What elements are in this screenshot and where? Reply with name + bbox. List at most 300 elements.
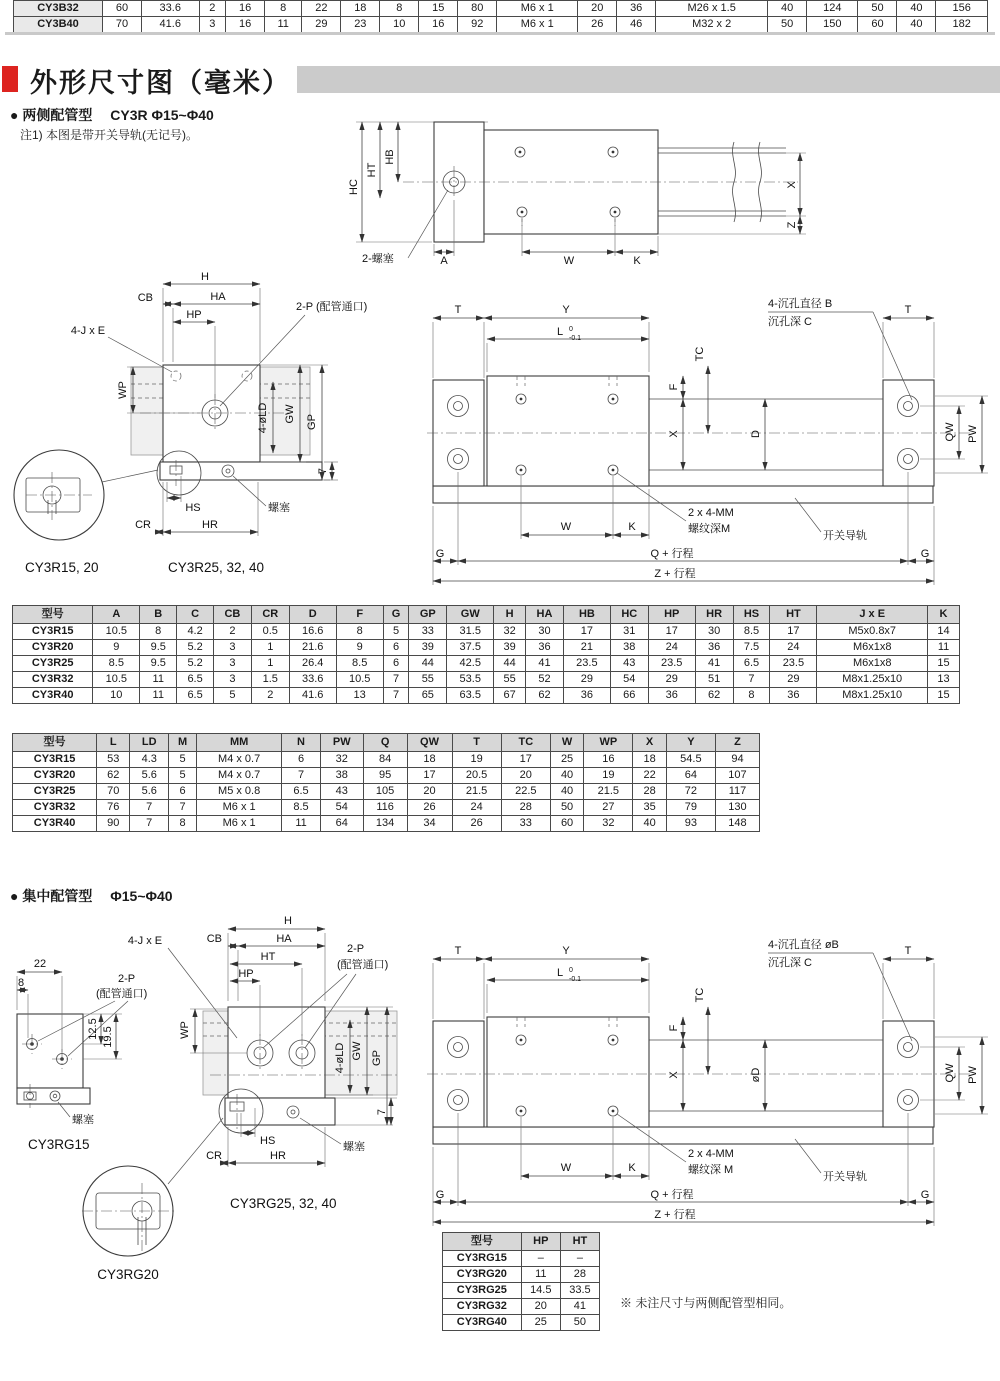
dim-label-l: L (556, 967, 564, 979)
value-cell: 53 (97, 752, 130, 768)
value-cell: 62 (526, 688, 564, 704)
value-cell: 29 (770, 672, 817, 688)
value-cell: 6 (282, 752, 321, 768)
value-cell: 34 (407, 816, 452, 832)
column-header: TC (501, 734, 550, 752)
value-cell: 30 (695, 624, 733, 640)
dim-label-hb: HB (384, 149, 396, 165)
value-cell: 33 (501, 816, 550, 832)
value-cell: 64 (666, 768, 715, 784)
value-cell: 16 (226, 17, 265, 33)
table-row (13, 640, 960, 656)
value-cell: 37.5 (447, 640, 494, 656)
model-cell: CY3R25 (13, 784, 97, 800)
value-cell: 15 (419, 1, 458, 17)
value-cell: 93 (666, 816, 715, 832)
value-cell: 26 (452, 816, 501, 832)
dim-label-jxe: 4-J x E (70, 325, 106, 337)
value-cell: 22 (302, 1, 341, 17)
value-cell: 17 (648, 624, 695, 640)
value-cell: 4.3 (130, 752, 169, 768)
value-cell: 5 (214, 688, 252, 704)
cbore-note-line2: 沉孔深 C (768, 957, 812, 969)
value-cell: 36 (770, 688, 817, 704)
value-cell: 24 (452, 800, 501, 816)
page-title: 外形尺寸图（毫米） (30, 68, 291, 98)
rail-note: 开关导轨 (823, 530, 867, 542)
dim-label-q-stroke: Q + 行程 (650, 1189, 694, 1201)
column-header: CR (251, 606, 289, 624)
value-cell: 43 (610, 656, 648, 672)
value-cell: 28 (501, 800, 550, 816)
dim-label-cb: CB (206, 933, 222, 945)
value-cell: 2 (199, 1, 226, 17)
column-header: HS (733, 606, 770, 624)
value-cell: 90 (97, 816, 130, 832)
column-header: N (282, 734, 321, 752)
column-header: GP (409, 606, 447, 624)
value-cell: 18 (341, 1, 380, 17)
value-cell: 27 (584, 800, 633, 816)
dim-label-g-left: G (435, 1189, 445, 1201)
value-cell: 76 (97, 800, 130, 816)
value-cell: 7 (169, 800, 197, 816)
dim-label-cr: CR (135, 519, 151, 531)
value-cell: 150 (807, 17, 858, 33)
drawing-front-view-1 (0, 270, 430, 595)
value-cell: 17 (770, 624, 817, 640)
dim-label-ld: 4-øLD (257, 402, 269, 434)
value-cell: 35 (633, 800, 666, 816)
value-cell: 16 (584, 752, 633, 768)
value-cell: 9.5 (140, 640, 177, 656)
table-row (13, 784, 760, 800)
value-cell: 64 (320, 816, 363, 832)
thread-note-line1: 2 x 4-MM (688, 1148, 734, 1160)
value-cell: 40 (633, 816, 666, 832)
value-cell: 28 (633, 784, 666, 800)
dim-label-ld: 4-øLD (334, 1042, 346, 1074)
dim-label-t-left: T (454, 945, 462, 957)
caption-cy3r15-20: CY3R15, 20 (25, 560, 99, 575)
table-row (443, 1267, 600, 1283)
value-cell: 3 (199, 17, 226, 33)
dim-label-7: 7 (317, 467, 329, 475)
model-cell: CY3R32 (13, 672, 93, 688)
value-cell: 8 (380, 1, 419, 17)
value-cell: 24 (648, 640, 695, 656)
value-cell: 43 (320, 784, 363, 800)
column-header: HB (563, 606, 610, 624)
value-cell: 54 (320, 800, 363, 816)
value-cell: 33 (409, 624, 447, 640)
value-cell: 23.5 (648, 656, 695, 672)
thread-note-line2: 螺纹深 M (688, 1164, 734, 1176)
value-cell: 20 (407, 784, 452, 800)
model-cell: CY3R32 (13, 800, 97, 816)
value-cell: 41.6 (289, 688, 336, 704)
dim-label-z-stroke: Z + 行程 (654, 1209, 696, 1221)
value-cell: 54.5 (666, 752, 715, 768)
model-cell: CY3B32 (14, 1, 103, 17)
value-cell: 26 (407, 800, 452, 816)
value-cell: 36 (526, 640, 564, 656)
column-header: L (97, 734, 130, 752)
value-cell: 40 (768, 1, 807, 17)
value-cell: 33.6 (141, 1, 199, 17)
column-header: C (177, 606, 214, 624)
dim-label-x2: X (668, 1071, 680, 1079)
value-cell: 130 (715, 800, 759, 816)
column-header: HC (610, 606, 648, 624)
model-cell: CY3R40 (13, 816, 97, 832)
value-cell: 29 (648, 672, 695, 688)
dim-label-w: W (563, 255, 575, 267)
value-cell: 54 (610, 672, 648, 688)
value-cell: 8 (169, 816, 197, 832)
dim-label-l-tol-lower: -0.1 (569, 335, 582, 342)
dim-label-ha: HA (210, 291, 226, 303)
value-cell: 117 (715, 784, 759, 800)
value-cell: 1 (251, 656, 289, 672)
column-header: X (633, 734, 666, 752)
dim-label-f: F (668, 1024, 680, 1032)
column-header: D (289, 606, 336, 624)
column-header: H (494, 606, 526, 624)
value-cell: M5 x 0.8 (197, 784, 282, 800)
model-cell: CY3R20 (13, 640, 93, 656)
table3-container (442, 1232, 600, 1331)
section2-note: ※ 未注尺寸与两侧配管型相同。 (620, 1296, 792, 1310)
plug-annotation: 螺塞 (72, 1114, 94, 1126)
column-header: Y (666, 734, 715, 752)
value-cell: 11 (282, 816, 321, 832)
dim-label-x: X (786, 181, 798, 189)
dim-label-ha: HA (276, 933, 292, 945)
dim-label-q-stroke: Q + 行程 (650, 548, 694, 560)
top-table-container (13, 0, 988, 33)
value-cell: 70 (97, 784, 130, 800)
section2-label: 集中配管型 (22, 888, 93, 904)
dim-label-port1: 2-P (118, 973, 136, 985)
value-cell: 7 (733, 672, 770, 688)
dim-label-port1: 2-P (347, 943, 365, 955)
value-cell: – (560, 1251, 599, 1267)
value-cell: 66 (610, 688, 648, 704)
value-cell: 22.5 (501, 784, 550, 800)
value-cell: 21.5 (452, 784, 501, 800)
value-cell: 20 (521, 1299, 560, 1315)
value-cell: 23.5 (563, 656, 610, 672)
table-row (13, 688, 960, 704)
value-cell: 40 (897, 1, 936, 17)
column-header: Z (715, 734, 759, 752)
value-cell: 31.5 (447, 624, 494, 640)
column-header: HT (770, 606, 817, 624)
dim-label-t-left: T (454, 304, 462, 316)
value-cell: 32 (320, 752, 363, 768)
value-cell: 17 (407, 768, 452, 784)
value-cell: 5.2 (177, 656, 214, 672)
value-cell: 7 (383, 688, 409, 704)
column-header: HP (521, 1233, 560, 1251)
dim-label-w: W (560, 1162, 572, 1174)
value-cell: 2 (251, 688, 289, 704)
table-row (13, 768, 760, 784)
dim-label-z: Z (786, 221, 798, 229)
value-cell: 41 (526, 656, 564, 672)
value-cell: 60 (550, 816, 583, 832)
dim-label-gw: GW (351, 1041, 363, 1061)
value-cell: 5 (169, 752, 197, 768)
value-cell: M6 x 1 (497, 1, 578, 17)
value-cell: 156 (936, 1, 988, 17)
dim-label-g-left: G (435, 548, 445, 560)
dim-label-y: Y (562, 945, 570, 957)
value-cell: 25 (521, 1315, 560, 1331)
model-cell: CY3R20 (13, 768, 97, 784)
caption-cy3rg25-32-40: CY3RG25, 32, 40 (230, 1196, 337, 1211)
dim-label-k: K (628, 521, 636, 533)
value-cell: 18 (407, 752, 452, 768)
value-cell: 92 (458, 17, 497, 33)
model-cell: CY3RG40 (443, 1315, 522, 1331)
value-cell: 30 (526, 624, 564, 640)
value-cell: 39 (494, 640, 526, 656)
value-cell: 6 (169, 784, 197, 800)
value-cell: 8.5 (282, 800, 321, 816)
dim-label-t-right: T (904, 304, 912, 316)
value-cell: M8x1.25x10 (817, 688, 928, 704)
value-cell: 10 (380, 17, 419, 33)
dim-label-hr: HR (270, 1150, 286, 1162)
value-cell: 0.5 (251, 624, 289, 640)
value-cell: 7 (282, 768, 321, 784)
value-cell: 6.5 (177, 688, 214, 704)
table-row (443, 1251, 600, 1267)
value-cell: 84 (363, 752, 407, 768)
value-cell: 63.5 (447, 688, 494, 704)
value-cell: 41 (695, 656, 733, 672)
column-header: HT (560, 1233, 599, 1251)
dim-label-hr: HR (202, 519, 218, 531)
value-cell: 8 (733, 688, 770, 704)
value-cell: 21 (563, 640, 610, 656)
dim-label-port: 2-P (配管通口) (296, 301, 368, 313)
value-cell: 16 (226, 1, 265, 17)
value-cell: 17 (501, 752, 550, 768)
value-cell: 36 (695, 640, 733, 656)
value-cell: 42.5 (447, 656, 494, 672)
section1-range: CY3R Φ15~Φ40 (110, 107, 214, 123)
column-header: A (93, 606, 140, 624)
value-cell: 124 (807, 1, 858, 17)
caption-cy3r25-32-40: CY3R25, 32, 40 (168, 560, 265, 575)
red-accent-square (2, 66, 18, 92)
value-cell: 36 (563, 688, 610, 704)
dim-label-h: H (284, 915, 292, 927)
dim-label-gw: GW (284, 404, 296, 424)
value-cell: 21.5 (584, 784, 633, 800)
value-cell: 11 (140, 672, 177, 688)
value-cell: 13 (928, 672, 960, 688)
value-cell: 10.5 (336, 672, 383, 688)
column-header: 型号 (13, 734, 97, 752)
cy3r-dimension-table-1 (12, 605, 960, 704)
value-cell: 8.5 (733, 624, 770, 640)
column-header: G (383, 606, 409, 624)
value-cell: 31 (610, 624, 648, 640)
bullet-icon: ● (10, 107, 19, 123)
value-cell: 41 (560, 1299, 599, 1315)
column-header: 型号 (13, 606, 93, 624)
dim-label-22: 22 (33, 958, 47, 970)
value-cell: 94 (715, 752, 759, 768)
dim-label-z-stroke: Z + 行程 (654, 568, 696, 580)
value-cell: 95 (363, 768, 407, 784)
value-cell: 50 (858, 1, 897, 17)
thread-note-line2: 螺纹深M (688, 523, 731, 535)
value-cell: 62 (97, 768, 130, 784)
dim-label-pw: PW (967, 425, 979, 443)
dim-label-l-tol-upper: 0 (569, 326, 573, 333)
value-cell: 6 (383, 656, 409, 672)
column-header: F (336, 606, 383, 624)
column-header: QW (407, 734, 452, 752)
value-cell: 52 (526, 672, 564, 688)
dim-label-tc: TC (694, 987, 706, 1003)
column-header: M (169, 734, 197, 752)
model-cell: CY3R15 (13, 624, 93, 640)
value-cell: 11 (140, 688, 177, 704)
cbore-note-line1: 4-沉孔直径 B (768, 298, 833, 310)
plug-annotation: 螺塞 (268, 502, 290, 514)
value-cell: 25 (550, 752, 583, 768)
table-row (443, 1283, 600, 1299)
drawing-front-view-2 (110, 898, 445, 1223)
value-cell: 60 (103, 1, 142, 17)
dim-label-gp: GP (371, 1050, 383, 1066)
value-cell: 11 (928, 640, 960, 656)
model-cell: CY3RG25 (443, 1283, 522, 1299)
value-cell: 46 (617, 17, 656, 33)
value-cell: M6 x 1 (497, 17, 578, 33)
dim-label-hs: HS (260, 1135, 276, 1147)
value-cell: 9 (336, 640, 383, 656)
dim-label-hs: HS (185, 502, 201, 514)
value-cell: 19 (452, 752, 501, 768)
dim-label-ht: HT (366, 162, 378, 178)
value-cell: 41.6 (141, 17, 199, 33)
value-cell: 18 (633, 752, 666, 768)
dim-label-l: L (556, 326, 564, 338)
value-cell: 36 (617, 1, 656, 17)
value-cell: 80 (458, 1, 497, 17)
dim-label-w: W (560, 521, 572, 533)
value-cell: 33.6 (289, 672, 336, 688)
dim-label-h: H (201, 271, 209, 283)
dim-label-qw: QW (944, 1063, 956, 1083)
dim-label-wp: WP (179, 1021, 191, 1039)
value-cell: 3 (214, 656, 252, 672)
value-cell: 182 (936, 17, 988, 33)
column-header: W (550, 734, 583, 752)
value-cell: 40 (550, 784, 583, 800)
dim-label-8: 8 (17, 977, 25, 989)
value-cell: 23 (341, 17, 380, 33)
outline (131, 365, 322, 495)
dim-label-g-right: G (920, 548, 930, 560)
value-cell: 72 (666, 784, 715, 800)
value-cell: 79 (666, 800, 715, 816)
value-cell: 10.5 (93, 672, 140, 688)
column-header: CB (214, 606, 252, 624)
value-cell: 5.6 (130, 768, 169, 784)
section1-heading (10, 105, 214, 125)
outline (427, 1017, 973, 1144)
value-cell: 50 (768, 17, 807, 33)
table-row (13, 672, 960, 688)
dim-label-port2: (配管通口) (96, 988, 148, 1000)
dim-label-y: Y (562, 304, 570, 316)
dim-label-hp: HP (238, 968, 254, 980)
section1-label: 两侧配管型 (22, 107, 93, 123)
value-cell: 3 (214, 672, 252, 688)
value-cell: 53.5 (447, 672, 494, 688)
plug-annotation: 螺塞 (343, 1141, 365, 1153)
column-header: LD (130, 734, 169, 752)
caption-cy3rg20: CY3RG20 (97, 1267, 159, 1282)
dim-label-k: K (633, 255, 641, 267)
value-cell: M6x1x8 (817, 656, 928, 672)
section-divider (5, 32, 995, 35)
dim-label-f: F (668, 383, 680, 391)
dim-label-cr: CR (206, 1150, 222, 1162)
drawing-side-view (348, 112, 808, 267)
value-cell: 14.5 (521, 1283, 560, 1299)
value-cell: 13 (336, 688, 383, 704)
value-cell: 60 (858, 17, 897, 33)
value-cell: 107 (715, 768, 759, 784)
value-cell: 148 (715, 816, 759, 832)
model-cell: CY3RG20 (443, 1267, 522, 1283)
value-cell: 9.5 (140, 656, 177, 672)
column-header: HA (526, 606, 564, 624)
cy3b-dimension-table (13, 0, 988, 33)
value-cell: M5x0.8x7 (817, 624, 928, 640)
value-cell: 3 (214, 640, 252, 656)
value-cell: M32 x 2 (656, 17, 768, 33)
dim-label-7: 7 (376, 1108, 388, 1116)
value-cell: 32 (494, 624, 526, 640)
rail-note: 开关导轨 (823, 1171, 867, 1183)
table-row (13, 656, 960, 672)
value-cell: 38 (610, 640, 648, 656)
value-cell: 36 (648, 688, 695, 704)
value-cell: 29 (302, 17, 341, 33)
table-row (14, 1, 988, 17)
value-cell: 11 (265, 17, 302, 33)
value-cell: 6.5 (282, 784, 321, 800)
dim-label-125: 12.5 (87, 1018, 99, 1040)
dim-label-jxe: 4-J x E (127, 935, 163, 947)
table1-container (12, 605, 960, 704)
value-cell: 62 (695, 688, 733, 704)
value-cell: 8 (140, 624, 177, 640)
value-cell: 16 (419, 17, 458, 33)
value-cell: 6 (383, 640, 409, 656)
value-cell: 26 (578, 17, 617, 33)
